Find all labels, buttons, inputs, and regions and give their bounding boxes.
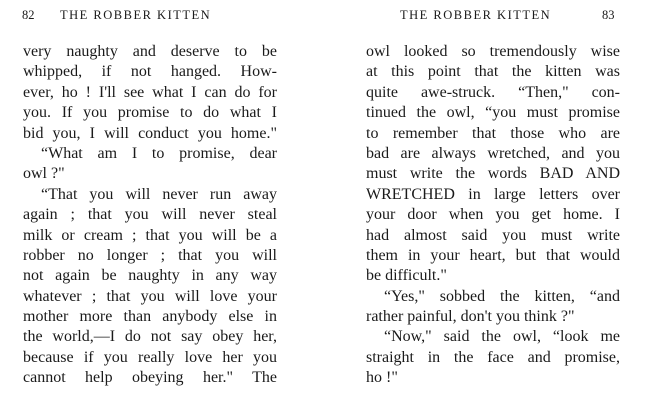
text-line: bid you, I will conduct you home.": [23, 124, 277, 142]
right-page: [330, 0, 647, 408]
text-line: ho !": [366, 369, 398, 387]
text-line: owl looked so tremendously wise: [366, 43, 620, 60]
text-line: bad are always wretched, and you: [366, 144, 620, 162]
text-line: very naughty and deserve to be: [23, 43, 277, 60]
left-page: [0, 0, 300, 408]
text-line: tinued the owl, “you must promise: [366, 104, 620, 122]
right-page-number: 83: [602, 8, 615, 22]
text-line: your door when you get home. I: [366, 206, 620, 224]
text-line: whatever ; that you will love your: [23, 287, 277, 305]
text-line: at this point that the kitten was: [366, 63, 620, 81]
text-line: you. If you promise to do what I: [23, 104, 277, 122]
text-line: whipped, if not hanged. How-: [23, 63, 277, 81]
left-page-number: 82: [22, 8, 35, 22]
text-line: because if you really love her you: [23, 348, 277, 366]
text-line: cannot help obeying her." The: [23, 369, 277, 387]
left-running-title: THE ROBBER KITTEN: [60, 8, 212, 22]
text-line: robber no longer ; that you will: [23, 246, 277, 264]
right-page-text: [366, 42, 620, 389]
text-line: rather painful, don't you think ?": [366, 308, 575, 326]
text-line: had almost said you must write: [366, 226, 620, 244]
text-line: to remember that those who are: [366, 124, 620, 142]
text-line: “Now," said the owl, “look me: [384, 328, 620, 346]
text-line: milk or cream ; that you will be a: [23, 226, 277, 244]
text-line: “Yes," sobbed the kitten, “and: [384, 287, 620, 305]
text-line: straight in the face and promise,: [366, 348, 620, 366]
text-line: them in your heart, but that would: [366, 246, 620, 264]
text-line: not again be naughty in any way: [23, 267, 277, 285]
text-line: “That you will never run away: [41, 185, 277, 203]
text-line: WRETCHED in large letters over: [366, 185, 620, 203]
right-running-title: THE ROBBER KITTEN: [400, 8, 552, 22]
text-line: owl ?": [23, 165, 65, 183]
left-page-text: [23, 42, 277, 389]
text-line: ever, ho ! I'll see what I can do for: [23, 83, 277, 101]
text-line: must write the words BAD AND: [366, 165, 620, 183]
text-line: the world,—I do not say obey her,: [23, 328, 277, 346]
text-line: “What am I to promise, dear: [41, 144, 277, 162]
text-line: quite awe-struck. “Then," con-: [366, 83, 620, 101]
text-line: mother more than anybody else in: [23, 308, 277, 326]
text-line: be difficult.": [366, 267, 447, 285]
text-line: again ; that you will never steal: [23, 206, 277, 224]
